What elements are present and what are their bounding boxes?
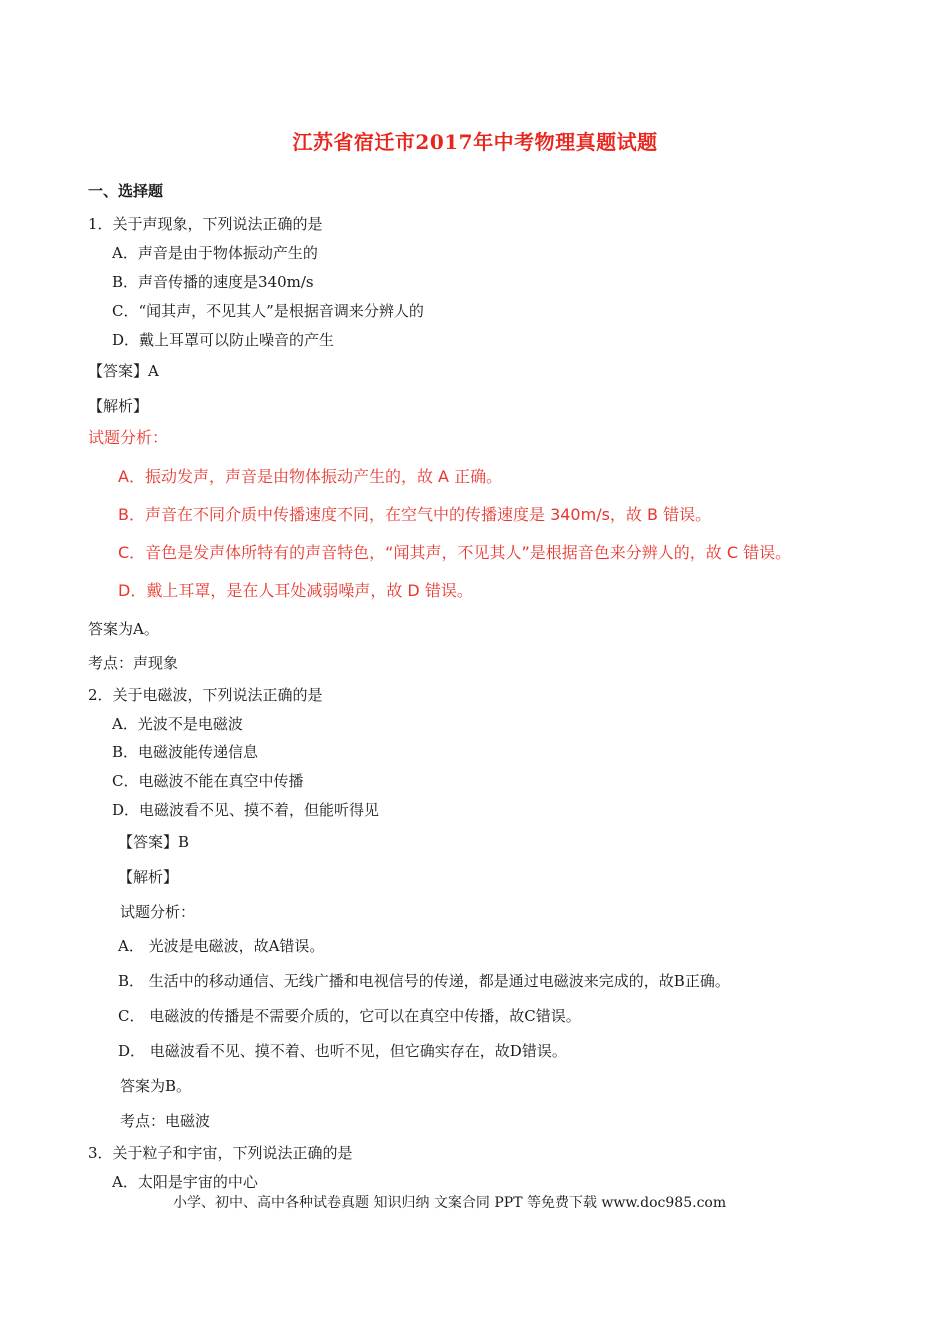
q2-option-a: A．光波不是电磁波 [112, 715, 243, 733]
q2-option-c: C．电磁波不能在真空中传播 [112, 772, 304, 790]
q1-keypoint: 考点：声现象 [88, 654, 179, 672]
q1-option-a: A．声音是由于物体振动产生的 [112, 244, 318, 262]
q2-analysis-label: 【解析】 [118, 868, 179, 886]
q2-option-d: D．电磁波看不见、摸不着，但能听得见 [112, 801, 380, 819]
q1-stem: 1．关于声现象，下列说法正确的是 [88, 215, 323, 233]
q2-option-b: B．电磁波能传递信息 [112, 743, 259, 761]
section-heading: 一、选择题 [88, 182, 164, 200]
q2-analysis-b: B． 生活中的移动通信、无线广播和电视信号的传递，都是通过电磁波来完成的，故B正确。 [118, 972, 730, 990]
q1-option-c: C．“闻其声，不见其人”是根据音调来分辨人的 [112, 302, 424, 320]
q2-answer-is: 答案为B。 [120, 1077, 192, 1095]
q1-answer-is: 答案为A。 [88, 620, 159, 638]
q1-answer: 【答案】A [88, 362, 159, 380]
q2-keypoint: 考点：电磁波 [120, 1112, 211, 1130]
q1-analysis-label: 【解析】 [88, 397, 149, 415]
q3-option-a: A．太阳是宇宙的中心 [112, 1173, 258, 1191]
q1-analysis-head: 试题分析： [88, 428, 169, 447]
q2-analysis-c: C． 电磁波的传播是不需要介质的，它可以在真空中传播，故C错误。 [118, 1007, 581, 1025]
q1-option-d: D．戴上耳罩可以防止噪音的产生 [112, 331, 335, 349]
page-footer: 小学、初中、高中各种试卷真题 知识归纳 文案合同 PPT 等免费下载 www.doc985.com [173, 1195, 727, 1211]
q2-analysis-head: 试题分析： [120, 903, 196, 921]
q2-stem: 2．关于电磁波，下列说法正确的是 [88, 686, 323, 704]
q1-analysis-b: B．声音在不同介质中传播速度不同，在空气中的传播速度是 340m/s，故 B 错误。 [118, 505, 712, 524]
q2-answer: 【答案】B [118, 833, 190, 851]
q2-analysis-d: D． 电磁波看不见、摸不着、也听不见，但它确实存在，故D错误。 [118, 1042, 567, 1060]
q2-analysis-a: A． 光波是电磁波，故A错误。 [118, 937, 325, 955]
q1-analysis-a: A．振动发声，声音是由物体振动产生的，故 A 正确。 [118, 467, 503, 486]
page-title: 江苏省宿迁市2017年中考物理真题试题 [292, 130, 658, 154]
q1-analysis-d: D．戴上耳罩，是在人耳处减弱噪声，故 D 错误。 [118, 581, 473, 600]
q3-stem: 3．关于粒子和宇宙，下列说法正确的是 [88, 1144, 353, 1162]
q1-option-b: B．声音传播的速度是340m/s [112, 273, 314, 291]
q1-analysis-c: C．音色是发声体所特有的声音特色，“闻其声，不见其人”是根据音色来分辨人的，故 C 错误。 [118, 543, 792, 562]
